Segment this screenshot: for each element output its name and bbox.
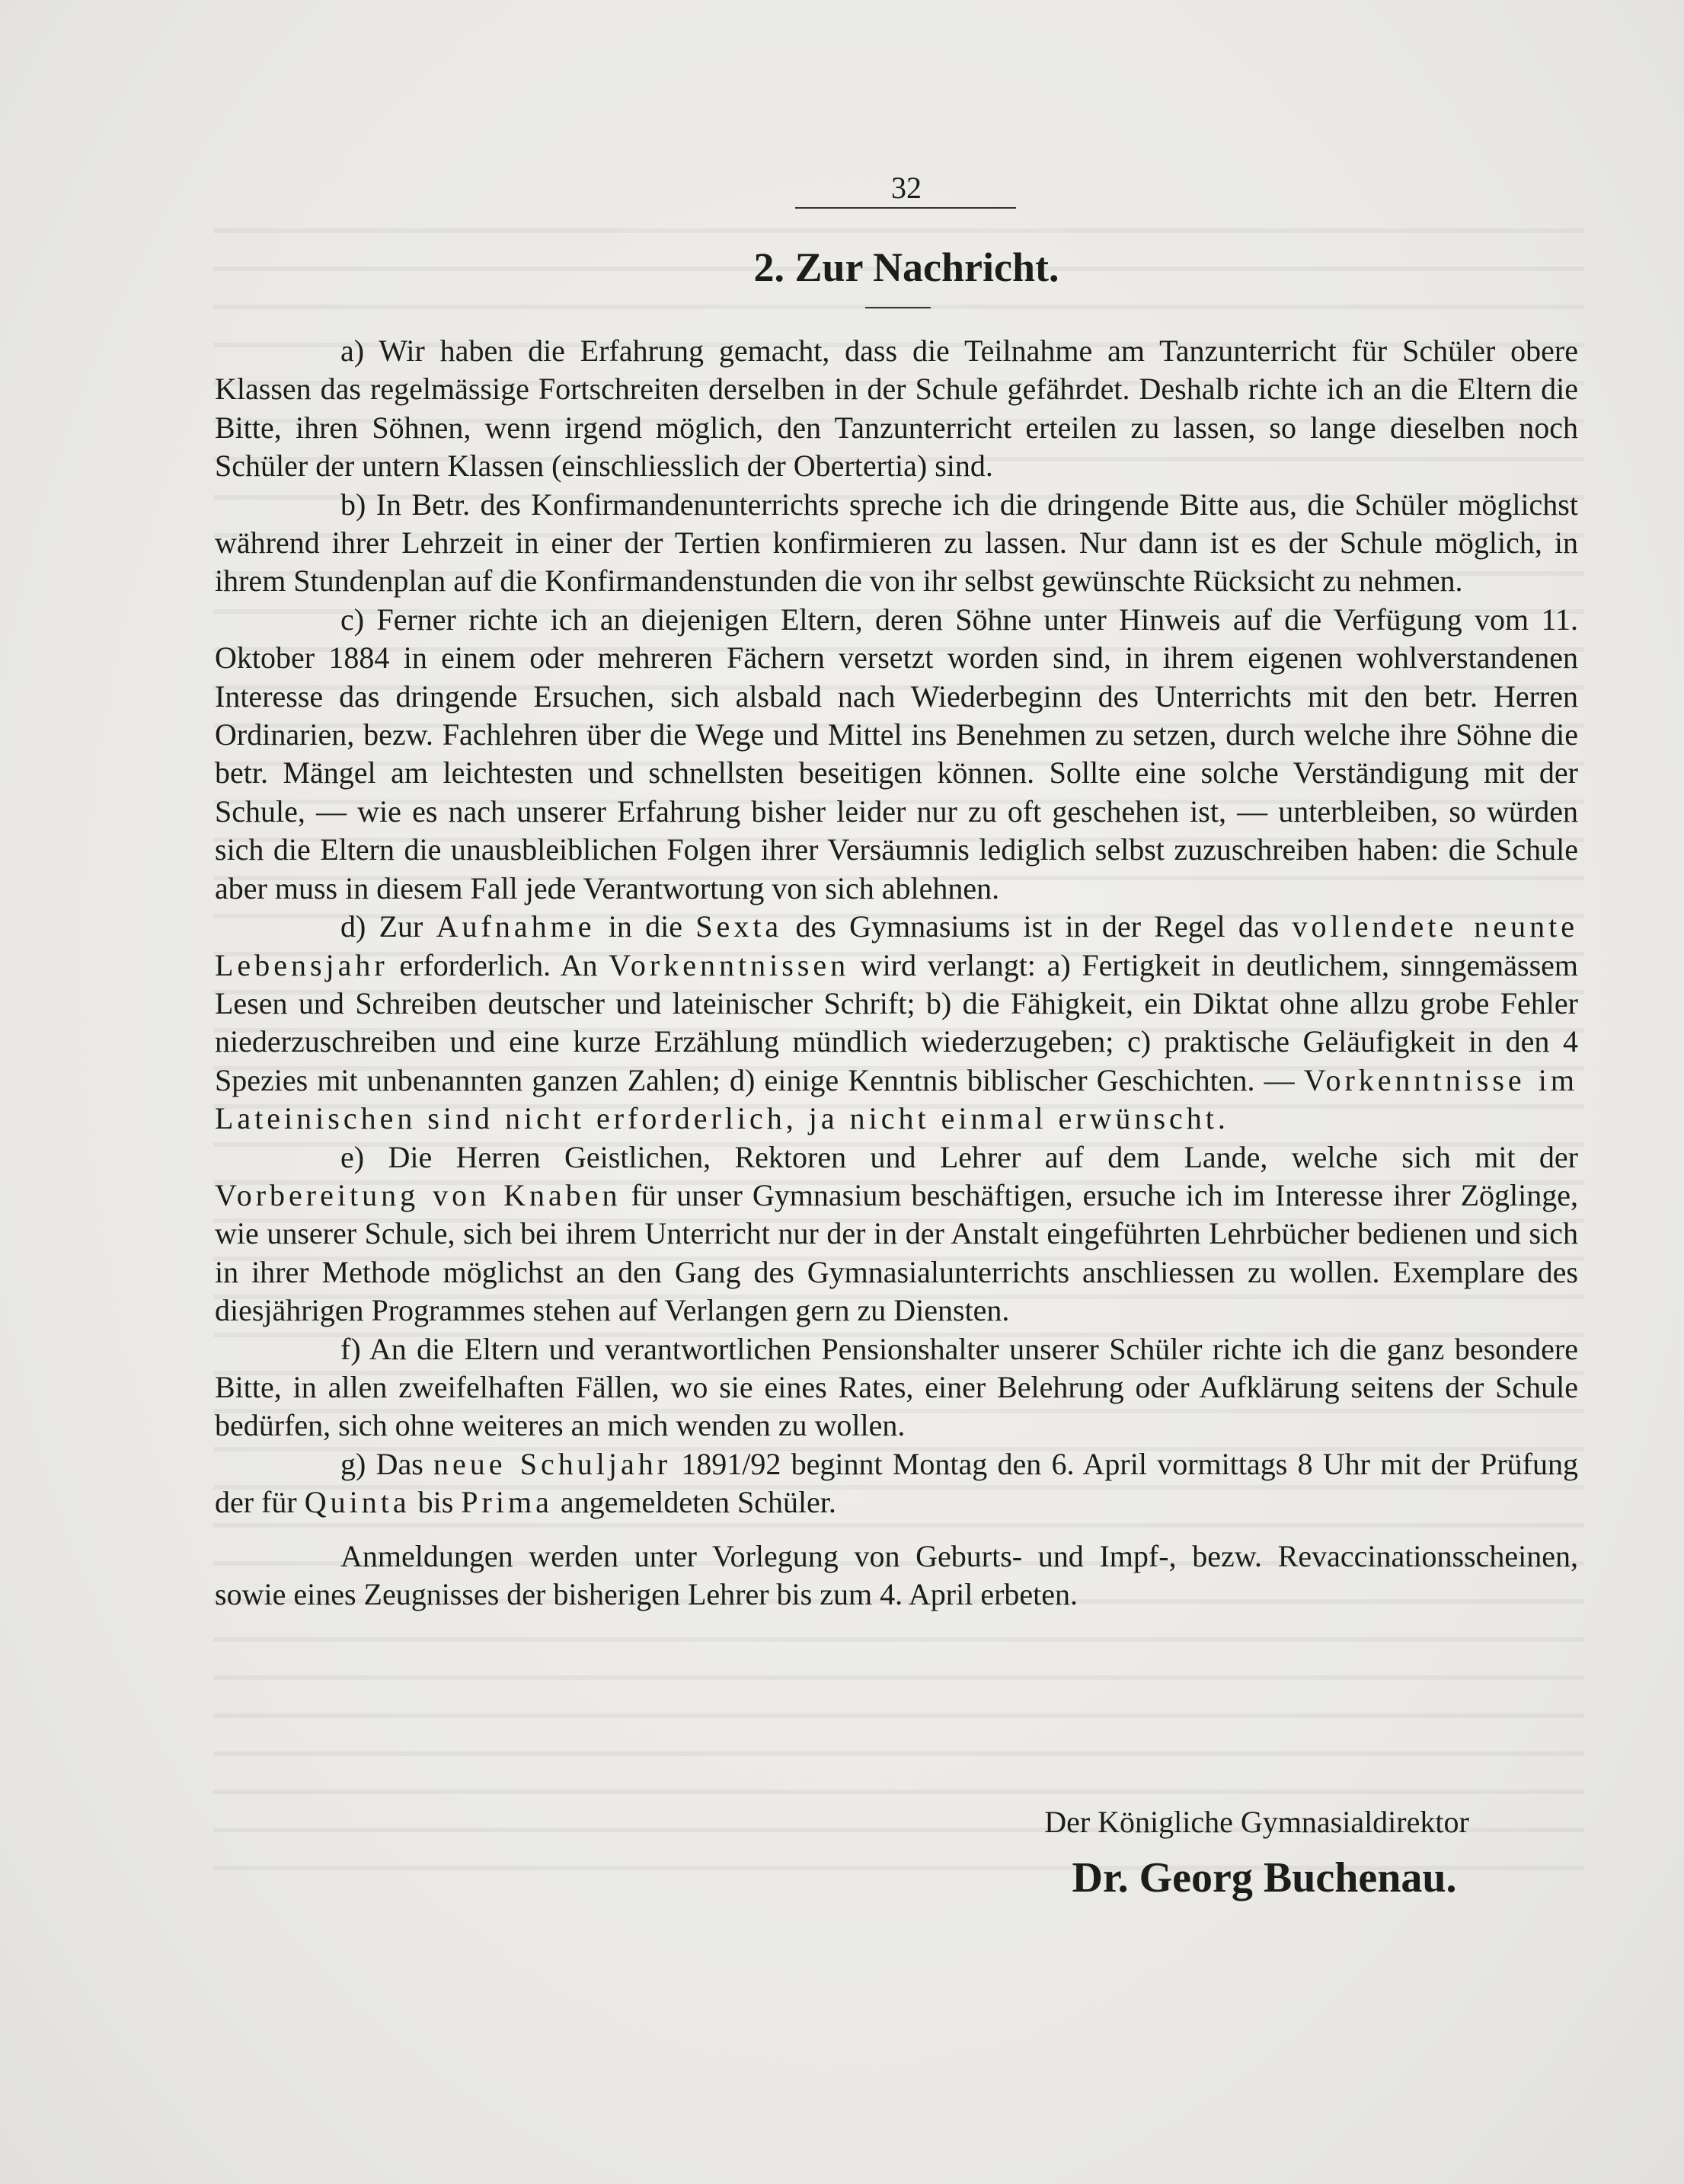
paragraph-text: In Betr. des Konfirmandenunterrichts spreche ich die dringende Bitte aus, die Schüler möglichst während ihrer Lehrzeit in einer der Tertien konfirmieren zu lassen. Nur dann ist es der Schule möglich, in ihrem Stundenplan auf die Konfirmandenstunden die von ihr selbst gewünschte Rücksicht zu nehmen. — [215, 487, 1578, 599]
paragraph-label: d) — [340, 909, 366, 944]
paragraph-label: c) — [340, 602, 365, 637]
paragraph-text: Die Herren Geistlichen, Rektoren und Lehrer auf dem Lande, welche sich mit der — [364, 1139, 1578, 1174]
paragraph-text: Das — [366, 1446, 434, 1481]
paragraph-label: e) — [340, 1139, 365, 1174]
spaced-emphasis-text: vollendete neunte Lebensjahr — [215, 909, 1578, 982]
signature-title: Der Königliche Gymnasialdirektor — [1044, 1805, 1469, 1839]
body-text — [215, 332, 1578, 1614]
paragraph-text: erforderlich. An — [388, 947, 609, 982]
spaced-emphasis-text: Aufnahme — [436, 909, 596, 944]
page-number-rule — [795, 207, 1016, 209]
paragraph-text: bis — [410, 1485, 462, 1520]
spaced-emphasis-text: Quinta — [304, 1485, 411, 1520]
spaced-emphasis-text: Vorkenntnissen — [609, 947, 850, 982]
paragraph-text: Zur — [366, 909, 436, 944]
spaced-emphasis-text: neue Schuljahr — [433, 1446, 672, 1481]
paragraph — [215, 1445, 1578, 1522]
paragraph-text: 1891/92 beginnt Montag den 6. April vormittags 8 Uhr mit der Prüfung der für — [215, 1446, 1578, 1520]
paragraph — [215, 601, 1578, 908]
paragraph — [215, 332, 1578, 486]
paragraph — [215, 1138, 1578, 1330]
heading-rule — [865, 307, 931, 308]
signature-name: Dr. Georg Buchenau. — [1072, 1854, 1457, 1901]
paragraph — [215, 908, 1578, 1138]
spaced-emphasis-text: Vorbereitung von Knaben — [215, 1177, 622, 1212]
paragraph-text: Ferner richte ich an diejenigen Eltern, deren Söhne unter Hinweis auf die Verfügung vom 11. Oktober 1884 in einem oder mehreren Fächern versetzt worden sind, in ihrem eigenen wohlverstandenen Interesse das dringende Ersuchen, sich alsbald nach Wiederbeginn des Unterrichts mit den betr. Herren Ordinarien, bezw. Fachlehren über die Wege und Mittel ins Benehmen zu setzen, durch welche ihre Söhne die betr. Mängel am leichtesten und schnellsten beseitigen können. Sollte eine solche Verständigung mit der Schule, — wie es nach unserer Erfahrung bisher leider nur zu oft geschehen ist, — unterbleiben, so würden sich die Eltern die unausbleiblichen Folgen ihrer Versäumnis lediglich selbst zuzuschreiben haben: die Schule aber muss in diesem Fall jede Verantwortung von sich ablehnen. — [215, 602, 1578, 905]
paragraph-text: Anmeldungen werden unter Vorlegung von Geburts- und Impf-, bezw. Revaccinationsscheinen, sowie eines Zeugnisses der bisherigen Lehrer bis zum 4. April erbeten. — [215, 1538, 1578, 1611]
page-number: 32 — [891, 171, 922, 205]
paragraph-text: für unser Gymnasium beschäftigen, ersuche ich im Interesse ihrer Zöglinge, wie unserer Schule, sich bei ihrem Unterricht nur der in der Anstalt eingeführten Lehrbücher bedienen und sich in ihrer Methode möglichst an den Gang des Gymnasialunterrichts anschliessen zu wollen. Exemplare des diesjährigen Programmes stehen auf Verlangen gern zu Diensten. — [215, 1177, 1578, 1328]
section-heading: 2. Zur Nachricht. — [753, 244, 1059, 290]
paragraph-label: b) — [340, 487, 366, 522]
paragraph-text: An die Eltern und verantwortlichen Pensionshalter unserer Schüler richte ich die ganz besondere Bitte, in allen zweifelhaften Fällen, wo sie eines Rates, einer Belehrung oder Aufklärung seitens der Schule bedürfen, sich ohne weiteres an mich wenden zu wollen. — [215, 1331, 1578, 1443]
spaced-emphasis-text: Sexta — [695, 909, 783, 944]
spaced-emphasis-text: Vorkenntnisse im Lateinischen sind nicht erforderlich, ja nicht einmal erwünscht. — [215, 1062, 1578, 1136]
paragraph-label: a) — [340, 334, 365, 368]
paragraph-text: wird verlangt: a) Fertigkeit in deutlichem, sinngemässem Lesen und Schreiben deutscher und lateinischer Schrift; b) die Fähigkeit, ein Diktat ohne allzu grobe Fehler niederzuschreiben und eine kurze Erzählung mündlich wiederzugeben; c) praktische Geläufigkeit in den 4 Spezies mit unbenannten ganzen Zahlen; d) einige Kenntnis biblischer Geschichten. — — [215, 947, 1579, 1097]
paragraph — [215, 1537, 1578, 1614]
paragraph-label: g) — [340, 1446, 366, 1481]
paragraph-text: angemeldeten Schüler. — [552, 1485, 836, 1520]
paragraph-text: des Gymnasiums ist in der Regel das — [782, 909, 1293, 944]
paragraph — [215, 486, 1578, 601]
spaced-emphasis-text: Prima — [461, 1485, 553, 1520]
paragraph-text: in die — [595, 909, 696, 944]
paragraph-text: Wir haben die Erfahrung gemacht, dass die Teilnahme am Tanzunterricht für Schüler obere Klassen das regelmässige Fortschreiten derselben in der Schule gefährdet. Deshalb richte ich an die Eltern die Bitte, ihren Söhnen, wenn irgend möglich, den Tanzunterricht erteilen zu lassen, so lange dieselben noch Schüler der untern Klassen (einschliesslich der Obertertia) sind. — [215, 334, 1578, 484]
paragraph-label: f) — [340, 1331, 361, 1366]
paragraph — [215, 1330, 1578, 1445]
